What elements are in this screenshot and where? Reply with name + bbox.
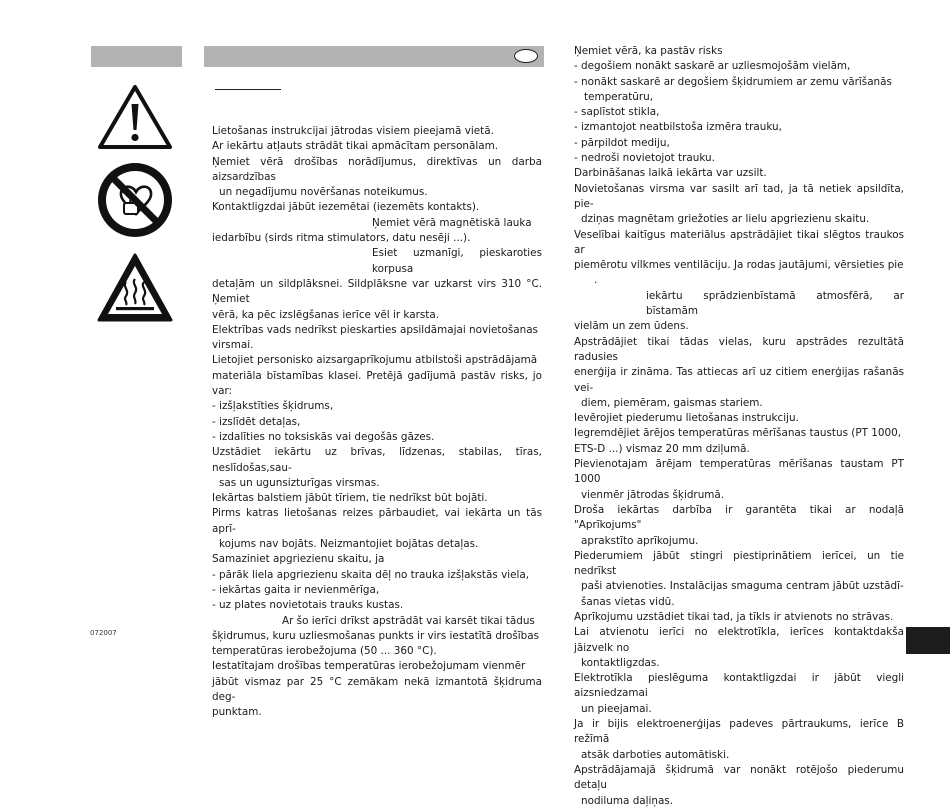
paragraph-line: iekārtu sprādzienbīstamā atmosfērā, ar bīstamām: [646, 289, 904, 318]
paragraph-line: temperatūras ierobežojuma (50 ... 360 °C).: [212, 645, 437, 658]
paragraph-line: vielām un zem ūdens.: [574, 320, 689, 333]
list-item: - izšļakstīties šķidrums,: [212, 400, 334, 413]
paragraph-line: nodiluma daļiņas.: [581, 794, 674, 807]
list-item: - izdalīties no toksiskās vai degošās gāzes.: [212, 430, 435, 443]
paragraph-line: un negadījumu novēršanas noteikumus.: [219, 186, 428, 199]
paragraph-line: Ņemiet vērā drošības norādījumus, direktīvas un darba aizsardzības: [212, 155, 542, 183]
safety-text-left-column: [212, 124, 542, 721]
paragraph-line: Pirms katras lietošanas reizes pārbaudiet, vai iekārta un tās aprī-: [212, 507, 542, 535]
paragraph-line: jābūt vismaz par 25 °C zemākam nekā izmantotā šķidruma deg-: [212, 675, 542, 703]
paragraph-line: detaļām un sildplāksnei. Sildplāksne var uzkarst virs 310 °C. Ņemiet: [212, 277, 542, 306]
list-item: - saplīstot stikla,: [574, 106, 660, 119]
list-item: - izmantojot neatbilstoša izmēra trauku,: [574, 121, 782, 134]
paragraph-line: Samaziniet apgriezienu skaitu, ja: [212, 553, 385, 566]
paragraph-line: kontaktligzdas.: [581, 656, 660, 669]
section-tab: [91, 46, 182, 67]
list-item: - uz plates novietotais trauks kustas.: [212, 599, 404, 612]
paragraph-line: Ar iekārtu atļauts strādāt tikai apmācītam personālam.: [212, 140, 499, 153]
list-item: temperatūru,: [584, 90, 654, 103]
paragraph-line: aprakstīto aprīkojumu.: [581, 534, 699, 547]
list-item: - iekārtas gaita ir nevienmērīga,: [212, 583, 380, 596]
paragraph-line: diem, piemēram, gaismas stariem.: [581, 396, 763, 409]
paragraph-line: kojums nav bojāts. Neizmantojiet bojātas detaļas.: [219, 538, 479, 551]
paragraph-line: Elektrības vads nedrīkst pieskarties apsildāmajai novietošanas: [212, 323, 538, 336]
paragraph-line: Novietošanas virsma var sasilt arī tad, ja tā netiek apsildīta, pie-: [574, 182, 904, 210]
list-item: - izslīdēt detaļas,: [212, 415, 301, 428]
paragraph-line: Iegremdējiet ārējos temperatūras mērīšanas taustus (PT 1000,: [574, 427, 902, 440]
paragraph-line: Ar šo ierīci drīkst apstrādāt vai karsēt tikai tādus: [282, 614, 535, 627]
paragraph-line: sas un ugunsizturīgas virsmas.: [219, 476, 380, 489]
paragraph-line: Droša iekārtas darbība ir garantēta tikai ar nodaļā "Aprīkojums": [574, 503, 904, 532]
header-oval-marker: [514, 49, 538, 63]
list-item: - nonākt saskarē ar degošiem šķidrumiem ar zemu vārīšanās: [574, 75, 892, 88]
paragraph-line: Ja ir bijis elektroenerģijas padeves pārtraukums, ierīce B režīmā: [574, 718, 904, 746]
paragraph-line: Darbināšanas laikā iekārta var uzsilt.: [574, 167, 767, 180]
paragraph-line: Lai atvienotu ierīci no elektrotīkla, ierīces kontaktdakša jāizvelk no: [574, 626, 904, 654]
paragraph-line: atsāk darboties automātiski.: [581, 748, 730, 761]
paragraph-line: virsmai.: [212, 339, 254, 352]
paragraph-line: Kontaktligzdai jābūt iezemētai (iezemēts kontakts).: [212, 201, 480, 214]
paragraph-line: Uzstādiet iekārtu uz brīvas, līdzenas, stabilas, tīras, neslīdošas,sau-: [212, 446, 542, 474]
paragraph-line: šķidrumus, kuru uzliesmošanas punkts ir virs iestatītā drošības: [212, 629, 540, 642]
paragraph-line: Esiet uzmanīgi, pieskaroties korpusa: [372, 247, 542, 275]
paragraph-line: vērā, ka pēc izslēgšanas ierīce vēl ir karsta.: [212, 308, 440, 321]
safety-text-right-column: [574, 44, 904, 809]
paragraph-line: Lietošanas instrukcijai jātrodas visiem pieejamā vietā.: [212, 125, 494, 137]
paragraph-line: Ņemiet vērā, ka pastāv risks: [574, 45, 723, 57]
hot-surface-icon: [96, 252, 174, 324]
paragraph-line: piemērotu vilkmes ventilāciju. Ja rodas jautājumi, vērsieties pie: [574, 259, 904, 272]
paragraph-line: Pievienotajam ārējam temperatūras mērīšanas taustam PT 1000: [574, 458, 904, 486]
paragraph-line: punktam.: [212, 706, 262, 719]
paragraph-line: Iestatītajam drošības temperatūras ierobežojumam vienmēr: [212, 660, 526, 673]
paragraph-line: Ievērojiet piederumu lietošanas instrukciju.: [574, 412, 799, 425]
paragraph-line: Elektrotīkla pieslēguma kontaktligzdai ir jābūt viegli aizsniedzamai: [574, 672, 904, 700]
paragraph-line: paši atvienoties. Instalācijas smaguma centram jābūt uzstādī-: [581, 580, 904, 593]
section-header-bar: [204, 46, 544, 67]
paragraph-line: enerģija ir zināma. Tas attiecas arī uz citiem enerģijas rašanās vei-: [574, 366, 904, 394]
paragraph-line: Apstrādājiet tikai tādas vielas, kuru apstrādes rezultātā radusies: [574, 335, 904, 363]
list-item: - pārpildot mediju,: [574, 136, 670, 149]
paragraph-line: šanas vietas vidū.: [581, 595, 675, 608]
document-code: 072007: [90, 629, 117, 637]
paragraph-line: Ņemiet vērā magnētiskā lauka: [372, 216, 532, 229]
section-title-rule: [215, 89, 281, 90]
paragraph-line: materiāla bīstamības klasei. Pretējā gadījumā pastāv risks, jo var:: [212, 369, 542, 398]
paragraph-line: ETS-D ...) vismaz 20 mm dziļumā.: [574, 442, 750, 455]
no-pacemaker-icon: [96, 161, 174, 239]
paragraph-line: Aprīkojumu uzstādiet tikai tad, ja tīkls ir atvienots no strāvas.: [574, 610, 894, 623]
paragraph-line: Piederumiem jābūt stingri piestiprinātiem ierīcei, un tie nedrīkst: [574, 549, 904, 578]
list-item: - degošiem nonākt saskarē ar uzliesmojošām vielām,: [574, 60, 851, 73]
paragraph-line: iedarbību (sirds ritma stimulators, datu nesēji ...).: [212, 232, 471, 245]
paragraph-line: un pieejamai.: [581, 702, 652, 715]
paragraph-line: .: [594, 274, 598, 287]
paragraph-line: Apstrādājamajā šķidrumā var nonākt rotējošo piederumu detaļu: [574, 763, 904, 792]
list-item: - pārāk liela apgriezienu skaita dēļ no trauka izšļakstās viela,: [212, 568, 530, 581]
paragraph-line: Veselībai kaitīgus materiālus apstrādājiet tikai slēgtos traukos ar: [574, 228, 904, 256]
paragraph-line: vienmēr jātrodas šķidrumā.: [581, 488, 725, 501]
list-item: - nedroši novietojot trauku.: [574, 152, 715, 165]
paragraph-line: dziņas magnētam griežoties ar lielu apgriezienu skaitu.: [581, 213, 870, 226]
page-corner-marker: [906, 627, 950, 654]
paragraph-line: Lietojiet personisko aizsargaprīkojumu atbilstoši apstrādājamā: [212, 354, 538, 367]
warning-triangle-icon: [97, 84, 173, 150]
paragraph-line: Iekārtas balstiem jābūt tīriem, tie nedrīkst būt bojāti.: [212, 492, 488, 505]
